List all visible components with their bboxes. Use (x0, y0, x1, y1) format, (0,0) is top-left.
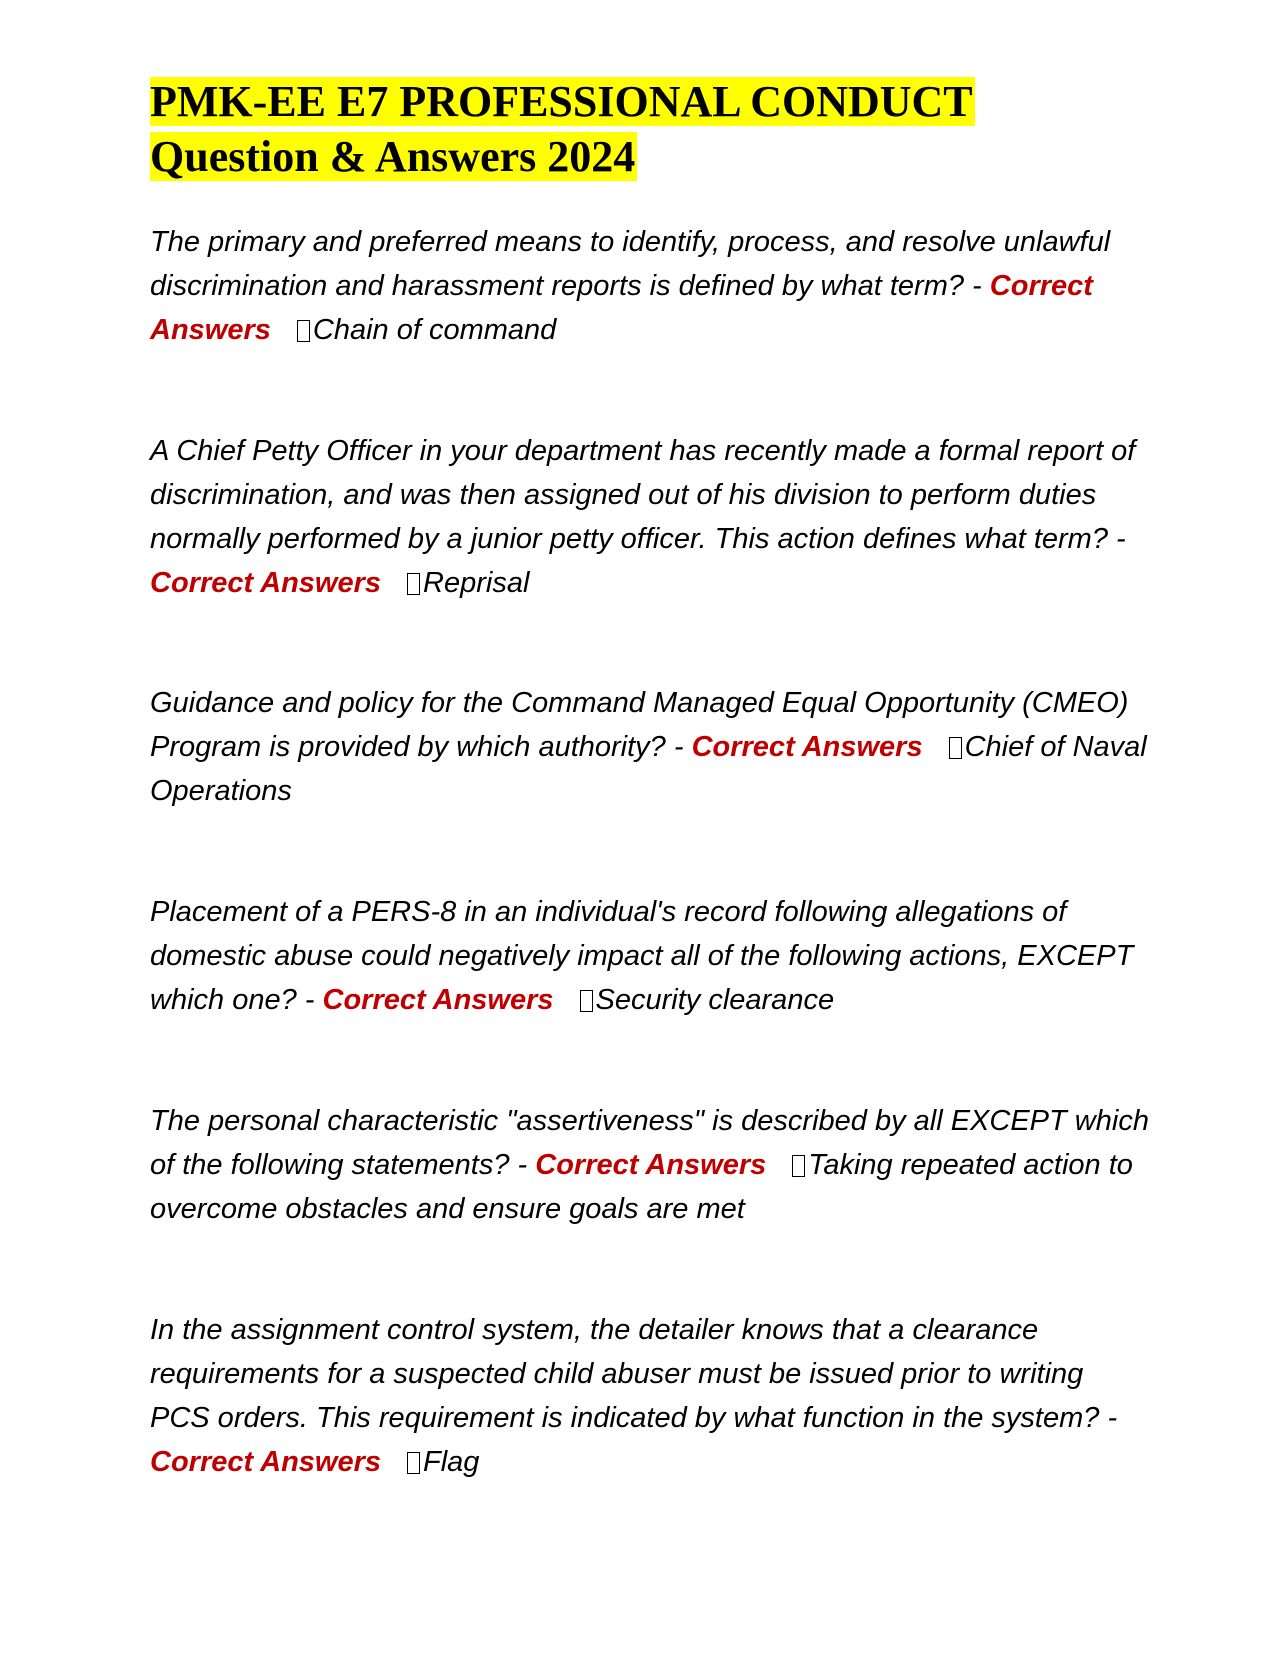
question-text: The primary and preferred means to identify, process, and resolve unlawful discrimination and harassment reports is defined by what term? - (150, 226, 1111, 302)
question-text: A Chief Petty Officer in your department has recently made a formal report of discrimination, and was then assigned out of his division to perform duties normally performed by a junior petty officer. This action defines what term? - (150, 435, 1136, 555)
answer-text: Security clearance (595, 984, 835, 1016)
answer-text: Flag (423, 1446, 480, 1478)
missing-glyph-icon (792, 1155, 805, 1177)
missing-glyph-icon (407, 573, 420, 595)
question-text: The personal characteristic "assertiveness" is described by all EXCEPT which of the following statements? - (150, 1105, 1149, 1181)
correct-answers-label: Correct Answers (535, 1149, 767, 1181)
correct-answers-label: Correct Answers (150, 270, 1093, 346)
title-line-2: Question & Answers 2024 (150, 132, 636, 181)
question-text: In the assignment control system, the detailer knows that a clearance requirements for a suspected child abuser must be issued prior to writing PCS orders. This requirement is indicated by what function in the system? - (150, 1314, 1118, 1434)
missing-glyph-icon (580, 990, 593, 1012)
answer-text: Chain of command (312, 314, 557, 346)
missing-glyph-icon (949, 737, 962, 759)
missing-glyph-icon (407, 1452, 420, 1474)
qa-item-4 (150, 890, 1150, 1022)
qa-item-5 (150, 1099, 1150, 1231)
missing-glyph-icon (297, 320, 310, 342)
correct-answers-label: Correct Answers (691, 731, 923, 763)
question-text: Placement of a PERS-8 in an individual's record following allegations of domestic abuse could negatively impact all of the following actions, EXCEPT which one? - (150, 896, 1134, 1016)
answer-text: Reprisal (423, 567, 530, 599)
answer-text: Taking repeated action to overcome obstacles and ensure goals are met (150, 1149, 1133, 1225)
qa-item-3 (150, 681, 1150, 813)
qa-item-2 (150, 429, 1150, 605)
correct-answers-label: Correct Answers (150, 1446, 382, 1478)
page-title (150, 74, 1150, 184)
question-text: Guidance and policy for the Command Managed Equal Opportunity (CMEO) Program is provided by which authority? - (150, 687, 1129, 763)
qa-item-6 (150, 1308, 1150, 1484)
answer-text: Chief of Naval Operations (150, 731, 1147, 807)
correct-answers-label: Correct Answers (150, 567, 382, 599)
title-line-1: PMK-EE E7 PROFESSIONAL CONDUCT (150, 77, 973, 126)
correct-answers-label: Correct Answers (322, 984, 554, 1016)
qa-item-1 (150, 220, 1150, 352)
